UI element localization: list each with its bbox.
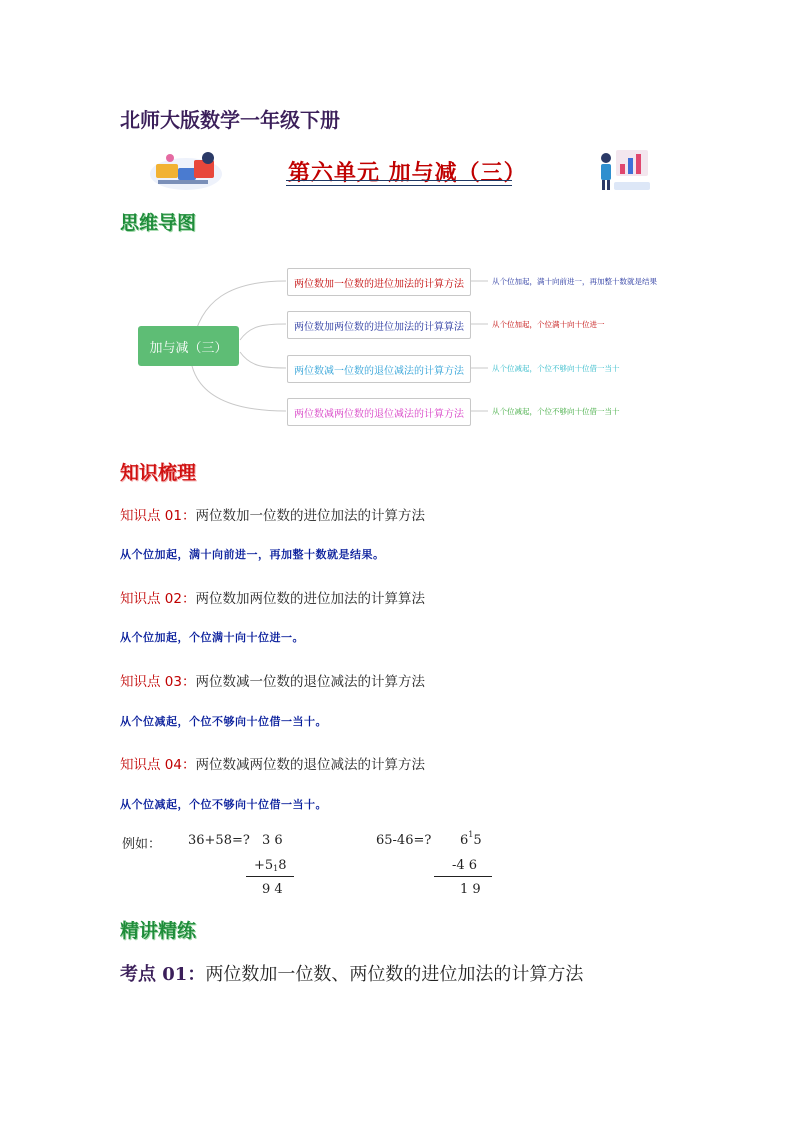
subtraction-result: 1 9: [460, 882, 481, 897]
subtraction-equation: 65-46=?: [376, 833, 432, 848]
knowledge-point-3: [120, 670, 425, 690]
mindmap-branch-3: 两位数减一位数的退位减法的计算方法: [287, 355, 471, 383]
addition-ones: 8: [278, 858, 287, 873]
knowledge-point-desc-4: 从个位减起，个位不够向十位借一当十。: [120, 798, 327, 811]
subtraction-top-operand: [460, 830, 482, 848]
addition-rule-line: [246, 876, 294, 877]
knowledge-point-1: [120, 504, 425, 524]
knowledge-point-label: 知识点 03：: [120, 674, 196, 690]
mindmap-branch-2: 两位数加两位数的进位加法的计算算法: [287, 311, 471, 339]
unit-title: 第六单元 加与减（三）: [288, 161, 527, 186]
addition-equation: 36+58=?: [188, 833, 250, 848]
knowledge-point-label: 知识点 04：: [120, 757, 196, 773]
knowledge-point-label: 知识点 01：: [120, 508, 196, 524]
knowledge-point-title: 两位数减一位数的退位减法的计算方法: [195, 674, 425, 690]
knowledge-point-label: 知识点 02：: [120, 591, 196, 607]
knowledge-point-desc-1: 从个位加起，满十向前进一，再加整十数就是结果。: [120, 548, 385, 561]
knowledge-point-title: 两位数减两位数的退位减法的计算方法: [195, 757, 425, 773]
exam-point-1: [120, 960, 583, 986]
mindmap-leaf-3: 从个位减起，个位不够向十位借一当十: [492, 364, 620, 373]
knowledge-point-4: [120, 753, 425, 773]
exam-point-title: 两位数加一位数、两位数的进位加法的计算方法: [205, 964, 584, 985]
knowledge-point-desc-2: 从个位加起，个位满十向十位进一。: [120, 631, 304, 644]
addition-bottom-operand: [254, 858, 287, 873]
knowledge-point-title: 两位数加一位数的进位加法的计算方法: [195, 508, 425, 524]
mindmap-leaf-1: 从个位加起，满十向前进一，再加整十数就是结果: [492, 277, 657, 286]
mindmap-branch-4: 两位数减两位数的退位减法的计算方法: [287, 398, 471, 426]
section-heading-knowledge: 知识梳理: [120, 462, 197, 484]
subtraction-tens: 6: [460, 833, 469, 848]
knowledge-point-2: [120, 587, 425, 607]
mindmap-center-node: 加与减（三）: [138, 326, 239, 366]
knowledge-point-desc-3: 从个位减起，个位不够向十位借一当十。: [120, 715, 327, 728]
mindmap-leaf-4: 从个位减起，个位不够向十位借一当十: [492, 407, 620, 416]
addition-top-operand: 3 6: [262, 833, 283, 848]
addition-sign-tens: +5: [254, 858, 274, 873]
example-label: 例如：: [122, 837, 162, 852]
section-heading-practice: 精讲精练: [120, 920, 197, 942]
subtraction-ones: 5: [473, 833, 482, 848]
borrow-digit: 1: [468, 830, 474, 839]
mindmap-branch-1: 两位数加一位数的进位加法的计算方法: [287, 268, 471, 296]
carry-digit: 1: [273, 864, 279, 873]
exam-point-label: 考点 01：: [120, 964, 206, 985]
section-heading-mindmap: 思维导图: [120, 212, 197, 234]
subtraction-bottom-operand: -4 6: [452, 858, 478, 873]
mindmap-leaf-2: 从个位加起，个位满十向十位进一: [492, 320, 605, 329]
book-title: 北师大版数学一年级下册: [120, 108, 340, 132]
addition-result: 9 4: [262, 882, 283, 897]
subtraction-rule-line: [434, 876, 492, 877]
knowledge-point-title: 两位数加两位数的进位加法的计算算法: [195, 591, 425, 607]
